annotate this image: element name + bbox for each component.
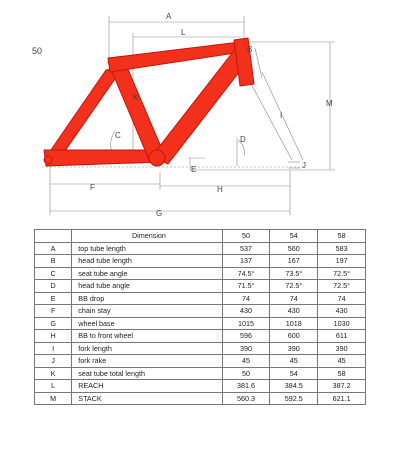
table-row [35, 255, 366, 268]
row-value-50: 596 [222, 330, 270, 343]
dimension-letter-k: K [133, 93, 139, 102]
row-dimension-cell: head tube angle [72, 280, 222, 293]
row-value-54: 54 [270, 367, 318, 380]
table-row [35, 317, 366, 330]
row-value-54: 560 [270, 242, 318, 255]
dimension-letter-h: H [217, 185, 223, 194]
row-value-58: 58 [318, 367, 366, 380]
row-value-58: 390 [318, 342, 366, 355]
dimension-letter-f: F [90, 183, 95, 192]
row-value-54: 45 [270, 355, 318, 368]
table-row [35, 242, 366, 255]
row-value-50: 45 [222, 355, 270, 368]
row-value-58: 621.1 [318, 392, 366, 405]
row-value-50: 560.3 [222, 392, 270, 405]
dimension-letter-a: A [166, 12, 172, 21]
header-key-cell [35, 230, 72, 243]
dimension-letter-e: E [191, 165, 197, 174]
row-key-cell: J [35, 355, 72, 368]
table-row [35, 280, 366, 293]
row-key-cell: M [35, 392, 72, 405]
table-row [35, 367, 366, 380]
row-dimension-cell: wheel base [72, 317, 222, 330]
row-dimension-cell: top tube length [72, 242, 222, 255]
dimension-letter-m: M [326, 99, 333, 108]
table-header-row [35, 230, 366, 243]
dimension-letter-i: I [280, 111, 283, 120]
table-row [35, 267, 366, 280]
row-value-58: 197 [318, 255, 366, 268]
row-value-58: 583 [318, 242, 366, 255]
row-dimension-cell: seat tube angle [72, 267, 222, 280]
row-key-cell: I [35, 342, 72, 355]
row-key-cell: H [35, 330, 72, 343]
row-value-58: 74 [318, 292, 366, 305]
table-row [35, 392, 366, 405]
geometry-spec-table [34, 229, 366, 405]
row-value-50: 74 [222, 292, 270, 305]
header-size-58: 58 [318, 230, 366, 243]
table-row [35, 292, 366, 305]
frame-size-label: 50 [32, 46, 43, 56]
row-key-cell: B [35, 255, 72, 268]
frame-geometry-diagram [0, 0, 400, 222]
row-value-54: 600 [270, 330, 318, 343]
dimension-letter-g: G [156, 209, 163, 218]
row-value-50: 430 [222, 305, 270, 318]
row-value-58: 611 [318, 330, 366, 343]
dimension-letter-d: D [240, 135, 246, 144]
row-value-50: 50 [222, 367, 270, 380]
dimension-letter-l: L [181, 28, 186, 37]
row-value-50: 74.5° [222, 267, 270, 280]
table-row [35, 355, 366, 368]
row-value-54: 167 [270, 255, 318, 268]
row-value-50: 537 [222, 242, 270, 255]
row-key-cell: E [35, 292, 72, 305]
dimension-letter-c: C [115, 131, 121, 140]
row-dimension-cell: BB to front wheel [72, 330, 222, 343]
row-value-54: 72.5° [270, 280, 318, 293]
header-size-54: 54 [270, 230, 318, 243]
row-value-54: 73.5° [270, 267, 318, 280]
row-dimension-cell: head tube length [72, 255, 222, 268]
row-dimension-cell: STACK [72, 392, 222, 405]
row-value-58: 72.5° [318, 280, 366, 293]
row-key-cell: K [35, 367, 72, 380]
row-value-58: 72.5° [318, 267, 366, 280]
table-row [35, 305, 366, 318]
row-value-58: 387.2 [318, 380, 366, 393]
row-value-50: 390 [222, 342, 270, 355]
row-key-cell: F [35, 305, 72, 318]
row-dimension-cell: seat tube total length [72, 367, 222, 380]
row-dimension-cell: chain stay [72, 305, 222, 318]
row-value-58: 430 [318, 305, 366, 318]
row-dimension-cell: BB drop [72, 292, 222, 305]
row-dimension-cell: fork length [72, 342, 222, 355]
row-key-cell: C [35, 267, 72, 280]
row-key-cell: A [35, 242, 72, 255]
bike-frame [44, 38, 254, 166]
row-value-54: 1018 [270, 317, 318, 330]
row-value-54: 592.5 [270, 392, 318, 405]
row-dimension-cell: REACH [72, 380, 222, 393]
row-value-50: 1015 [222, 317, 270, 330]
row-value-50: 71.5° [222, 280, 270, 293]
header-size-50: 50 [222, 230, 270, 243]
row-value-50: 381.6 [222, 380, 270, 393]
table-row [35, 330, 366, 343]
row-value-50: 137 [222, 255, 270, 268]
row-value-54: 384.5 [270, 380, 318, 393]
row-key-cell: G [35, 317, 72, 330]
row-value-58: 45 [318, 355, 366, 368]
dimension-letter-j: J [302, 161, 306, 170]
table-row [35, 342, 366, 355]
dimension-letter-b: B [247, 45, 253, 54]
table-row [35, 380, 366, 393]
row-value-54: 390 [270, 342, 318, 355]
row-value-54: 74 [270, 292, 318, 305]
row-value-58: 1030 [318, 317, 366, 330]
row-value-54: 430 [270, 305, 318, 318]
row-key-cell: D [35, 280, 72, 293]
row-key-cell: L [35, 380, 72, 393]
header-dimension-cell: Dimension [72, 230, 222, 243]
row-dimension-cell: fork rake [72, 355, 222, 368]
